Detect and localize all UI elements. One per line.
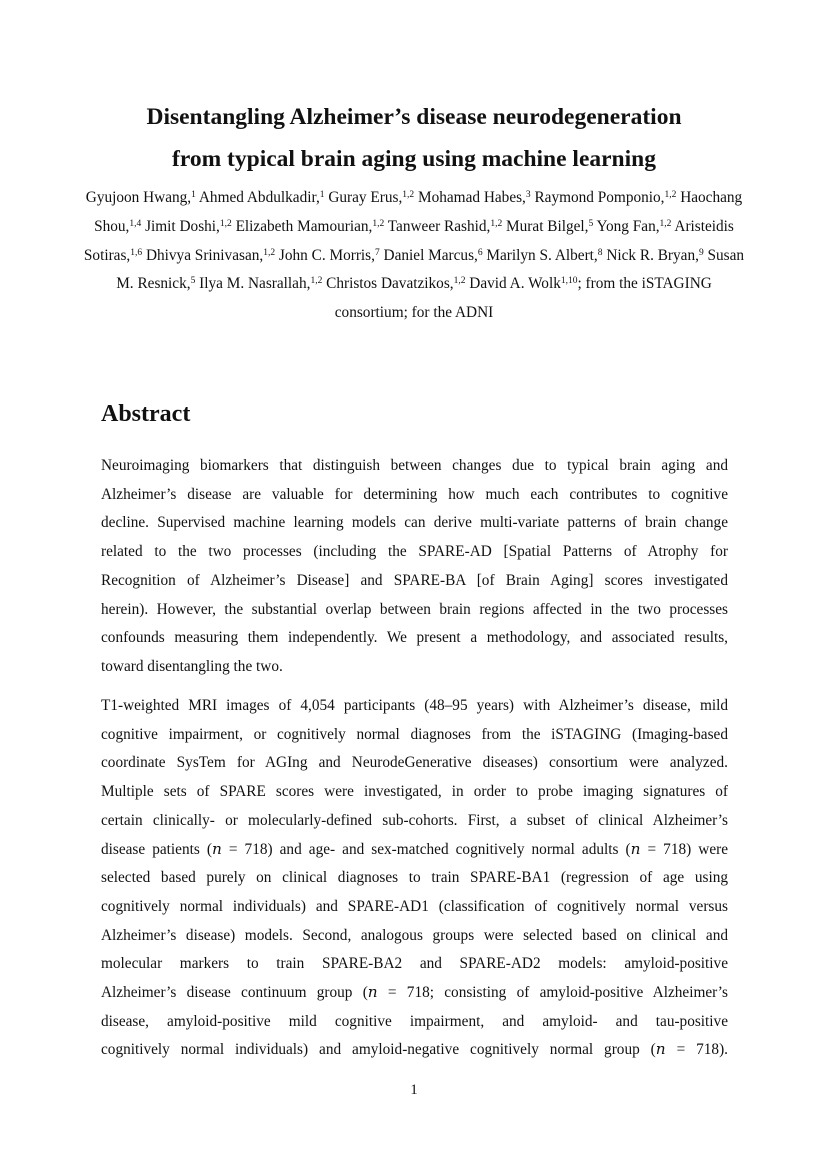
author-name: Christos Davatzikos, xyxy=(322,275,454,293)
title-line-2: from typical brain aging using machine learning xyxy=(172,146,656,172)
author-affiliation: 1,2 xyxy=(310,276,323,287)
paper-title xyxy=(60,96,768,180)
paragraph-line: herein). However, the substantial overlap between brain regions affected in the two processes xyxy=(101,600,728,618)
abstract-heading: Abstract xyxy=(101,401,191,427)
author-name: Nick R. Bryan, xyxy=(602,246,699,264)
author-affiliation: 1 xyxy=(319,190,325,200)
author-affiliation: 1,2 xyxy=(402,190,415,200)
title-line-1: Disentangling Alzheimer’s disease neurodegeneration xyxy=(146,104,682,130)
paragraph-line: cognitively normal individuals) and SPARE-AD1 (classification of cognitively normal versus xyxy=(101,897,728,915)
author-name: Haochang Shou, xyxy=(94,189,743,235)
paragraph-line: disease, amyloid-positive mild cognitive impairment, and amyloid- and tau-positive xyxy=(101,1012,728,1030)
author-name: Ahmed Abdulkadir, xyxy=(195,189,320,206)
author-affiliation: 6 xyxy=(477,247,483,258)
author-affiliation: 1,2 xyxy=(490,218,503,229)
author-name: Elizabeth Mamourian, xyxy=(231,217,373,235)
author-affiliation: 9 xyxy=(698,247,704,258)
paragraph-line: decline. Supervised machine learning models can derive multi-variate patterns of brain change xyxy=(101,514,728,532)
author-affiliation: 1,2 xyxy=(372,218,385,229)
author-name: John C. Morris, xyxy=(275,246,375,264)
author-name: Guray Erus, xyxy=(324,189,403,206)
author-affiliation: 1,2 xyxy=(659,218,672,229)
author-affiliation: 3 xyxy=(525,190,531,200)
paragraph-line: cognitively normal individuals) and amyloid-negative cognitively normal group (𝑛 = 718). xyxy=(101,1041,728,1059)
author-name: Aristeidis Sotiras, xyxy=(83,217,734,264)
author-name: David A. Wolk xyxy=(465,275,561,293)
paragraph-line: confounds measuring them independently. We present a methodology, and associated results, xyxy=(101,629,728,647)
abstract-paragraph-2 xyxy=(101,692,728,1065)
author-tail: ; from the iSTAGING consortium; for the ADNI xyxy=(334,275,712,322)
paragraph-line: Alzheimer’s disease) models. Second, analogous groups were selected based on clinical and xyxy=(101,926,728,944)
author-name: Jimit Doshi, xyxy=(141,217,220,235)
author-name: Yong Fan, xyxy=(593,217,660,235)
paragraph-line: related to the two processes (including the SPARE-AD [Spatial Patterns of Atrophy for xyxy=(101,543,728,561)
author-name: Ilya M. Nasrallah, xyxy=(195,275,311,293)
author-affiliation: 8 xyxy=(597,247,603,258)
paragraph-line: Multiple sets of SPARE scores were investigated, in order to probe imaging signatures of xyxy=(101,783,728,801)
paragraph-line: certain clinically- or molecularly-defined sub-cohorts. First, a subset of clinical Alzheimer’s xyxy=(101,811,728,829)
author-name: Mohamad Habes, xyxy=(414,189,526,206)
author-affiliation: 1,2 xyxy=(453,276,466,287)
paragraph-line: selected based purely on clinical diagnoses to train SPARE-BA1 (regression of age using xyxy=(101,869,728,887)
author-name: Tanweer Rashid, xyxy=(384,217,491,235)
paragraph-line: Alzheimer’s disease are valuable for determining how much each contributes to cognitive xyxy=(101,485,728,503)
author-name: Murat Bilgel, xyxy=(502,217,589,235)
paragraph-line: molecular markers to train SPARE-BA2 and SPARE-AD2 models: amyloid-positive xyxy=(101,955,728,973)
author-name: Raymond Pomponio, xyxy=(530,189,665,206)
author-name: Susan M. Resnick, xyxy=(116,246,745,293)
author-name: Gyujoon Hwang, xyxy=(85,189,192,206)
author-affiliation: 5 xyxy=(190,276,196,287)
author-affiliation: 1,2 xyxy=(263,247,276,258)
author-list xyxy=(80,184,748,328)
paragraph-line: cognitive impairment, or cognitively normal diagnoses from the iSTAGING (Imaging-based xyxy=(101,725,728,743)
author-affiliation: 1,10 xyxy=(560,276,578,287)
paragraph-line: Recognition of Alzheimer’s Disease] and SPARE-BA [of Brain Aging] scores investigated xyxy=(101,571,728,589)
author-affiliation: 1,6 xyxy=(130,247,143,258)
author-affiliation: 5 xyxy=(588,218,594,229)
author-name: Daniel Marcus, xyxy=(379,246,478,264)
paragraph-line: coordinate SysTem for AGIng and NeurodeGenerative diseases) consortium were analyzed. xyxy=(101,754,728,772)
paragraph-line: Neuroimaging biomarkers that distinguish between changes due to typical brain aging and xyxy=(101,457,728,474)
paragraph-line: toward disentangling the two. xyxy=(101,657,283,675)
author-name: Dhivya Srinivasan, xyxy=(142,246,264,264)
author-affiliation: 1,2 xyxy=(664,190,677,200)
author-name: Marilyn S. Albert, xyxy=(482,246,598,264)
paragraph-line: Alzheimer’s disease continuum group (𝑛 = 718; consisting of amyloid-positive Alzheimer’s xyxy=(101,984,728,1002)
author-affiliation: 7 xyxy=(374,247,380,258)
paragraph-line: T1-weighted MRI images of 4,054 participants (48–95 years) with Alzheimer’s disease, mild xyxy=(101,697,728,714)
author-affiliation: 1,2 xyxy=(219,218,232,229)
author-affiliation: 1 xyxy=(191,190,196,200)
page-number: 1 xyxy=(410,1082,418,1098)
author-affiliation: 1,4 xyxy=(129,218,142,229)
abstract-paragraph-1 xyxy=(101,452,728,682)
paragraph-line: disease patients (𝑛 = 718) and age- and sex-matched cognitively normal adults (𝑛 = 718) were xyxy=(101,840,728,858)
